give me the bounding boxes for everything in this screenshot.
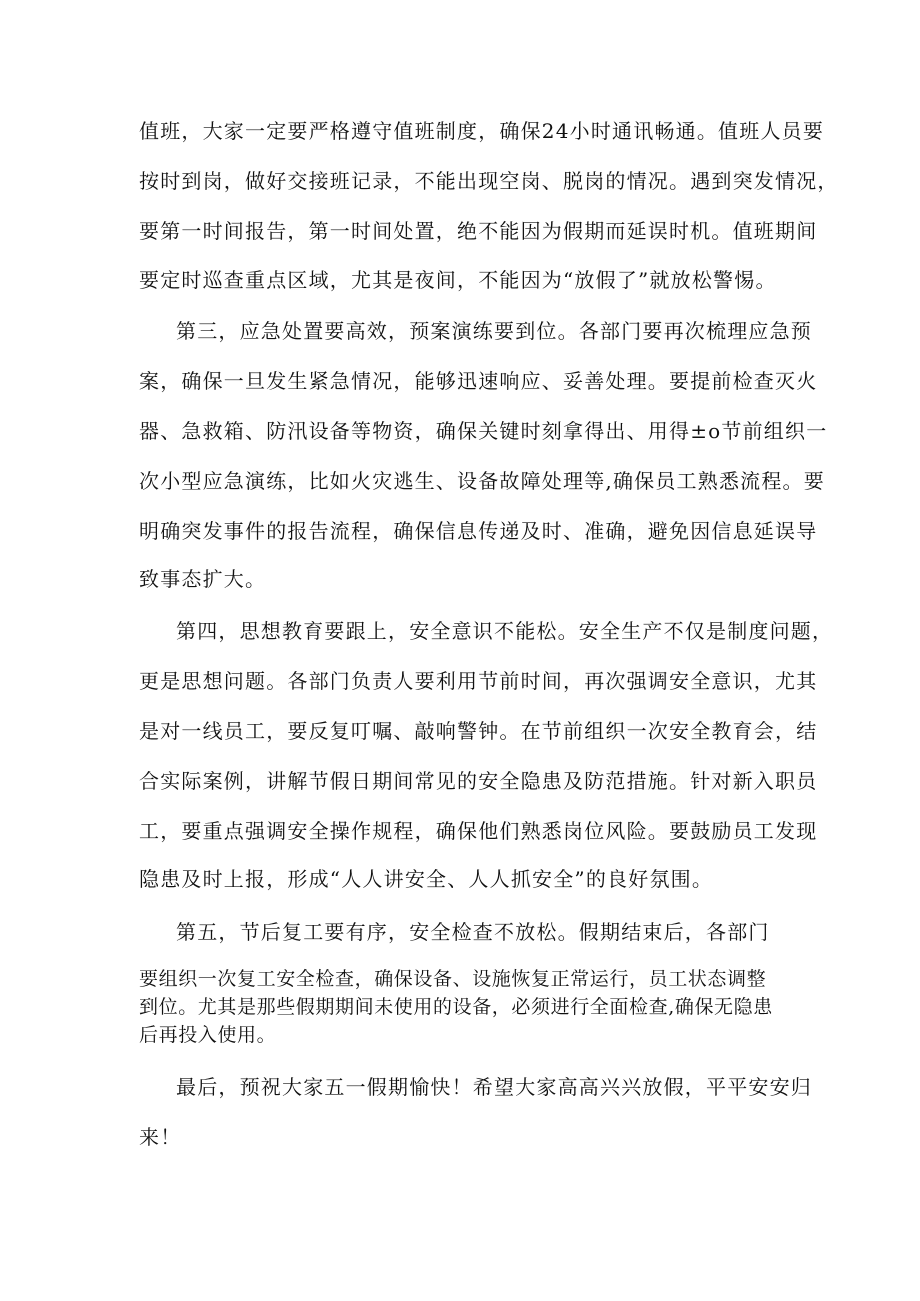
text-line: 第三，应急处置要高效，预案演练要到位。各部门要再次梳理应急预	[176, 319, 812, 343]
text-line: 案，确保一旦发生紧急情况，能够迅速响应、妥善处理。要提前检查灭火	[139, 369, 818, 393]
text-line: 致事态扩大。	[139, 567, 267, 591]
text-line: 明确突发事件的报告流程，确保信息传递及时、准确，避免因信息延误导	[139, 519, 818, 543]
text-line: 值班，大家一定要严格遵守值班制度，确保24小时通讯畅通。值班人员要	[139, 119, 825, 143]
text-line: 合实际案例，讲解节假日期间常见的安全隐患及防范措施。针对新入职员	[139, 769, 818, 793]
text-line: 到位。尤其是那些假期期间未使用的设备，必须进行全面检查,确保无隐患	[139, 996, 773, 1018]
text-line: 要组织一次复工安全检查，确保设备、设施恢复正常运行，员工状态调整	[139, 968, 767, 990]
text-line: 器、急救箱、防汛设备等物资，确保关键时刻拿得出、用得±o节前组织一	[139, 419, 828, 443]
text-line: 更是思想问题。各部门负责人要利用节前时间，再次强调安全意识，尤其	[139, 669, 818, 693]
text-line: 最后，预祝大家五一假期愉快！希望大家高高兴兴放假，平平安安归	[176, 1075, 812, 1099]
text-line: 来！	[139, 1125, 182, 1149]
text-line: 后再投入使用。	[139, 1024, 277, 1046]
text-line: 要定时巡查重点区域，尤其是夜间，不能因为“放假了”就放松警惕。	[139, 268, 777, 292]
text-line: 是对一线员工，要反复叮嘱、敲响警钟。在节前组织一次安全教育会，结	[139, 719, 818, 743]
text-line: 要第一时间报告，第一时间处置，绝不能因为假期而延误时机。值班期间	[139, 219, 818, 243]
text-line: 按时到岗，做好交接班记录，不能出现空岗、脱岗的情况。遇到突发情况，	[139, 169, 839, 193]
text-line: 第五，节后复工要有序，安全检查不放松。假期结束后，各部门	[176, 920, 770, 944]
text-line: 次小型应急演练，比如火灾逃生、设备故障处理等,确保员工熟悉流程。要	[139, 469, 825, 493]
text-line: 隐患及时上报，形成“人人讲安全、人人抓安全”的良好氛围。	[139, 867, 714, 891]
text-line: 工，要重点强调安全操作规程，确保他们熟悉岗位风险。要鼓励员工发现	[139, 819, 818, 843]
text-line: 第四，思想教育要跟上，安全意识不能松。安全生产不仅是制度问题，	[176, 619, 834, 643]
